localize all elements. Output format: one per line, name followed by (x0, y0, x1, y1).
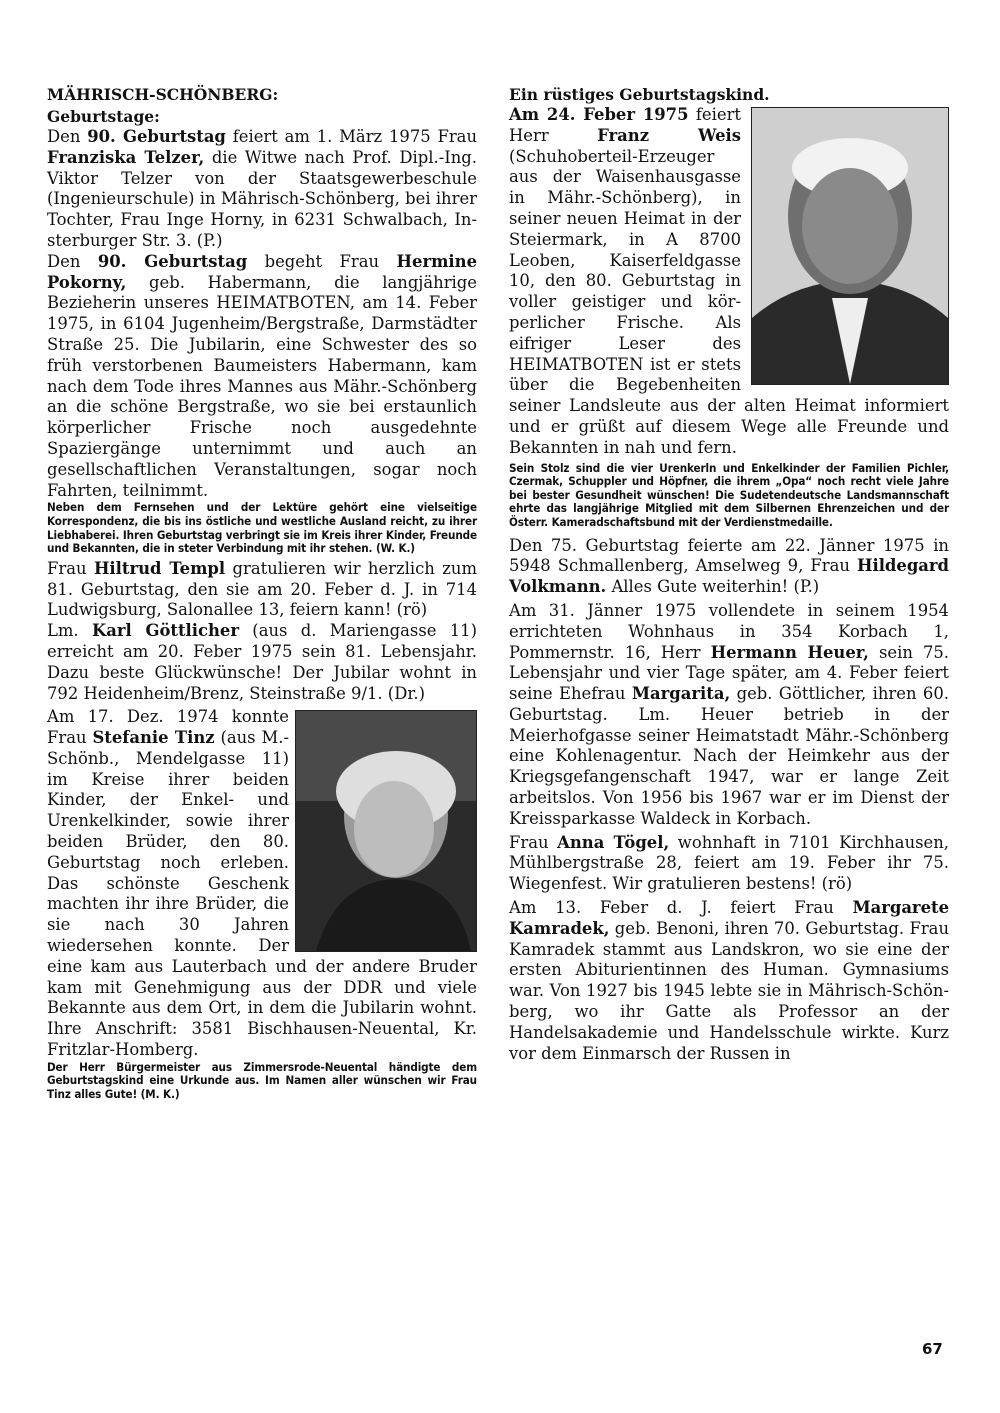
entry-weis: Am 24. Feber 1975 feiert Herr Franz Weis (Schuhoberteil-Erzeuger aus der Waisenhausgasse in Mähr.-Schönberg), in seiner neuen Heimat in der Steiermark, in A 8700 Leoben, Kaiserfeldgasse 10, den 80. Geburtstag in voller geistiger und körperlicher Frische. Als eifriger Leser des HEIMATBOTEN ist er stets über die Begebenheiten seiner Landsleute aus der alten Heimat informiert und er grüßt auf diesem Wege alle Freunde und Bekannten in nah und fern. (509, 105, 949, 457)
entry-pokorny: Den 90. Geburtstag begeht Frau Hermine Pokorny, geb. Habermann, die langjährige Bezieherin unseres HEIMATBOTEN, am 14. Feber 1975, in 6104 Jugenheim/Bergstraße, Darmstädter Straße 25. Die Jubilarin, eine Schwester des so früh verstorbenen Baumeisters Habermann, kam nach dem Tode ihres Mannes aus Mähr.-Schönberg an die schöne Bergstraße, wo sie bei erstaunlich körperlicher Frische noch ausgedehnte Spaziergänge unternimmt und auch an gesellschaftlichen Veranstaltungen, sogar noch Fahrten, teilnimmt. (47, 251, 477, 500)
entry-weis-note: Sein Stolz sind die vier Urenkerln und Enkelkinder der Familien Pichler, Czermak, Schuppler und Höpfner, die ihrem „Opa“ noch recht viele Jahre bei bester Gesundheit wünschen! Die Sudetendeutsche Landsmannschaft ehrte das langjährige Mitglied mit dem Silbernen Ehrenzeichen und der Österr. Kameradschaftsbund mit der Verdienstmedaille. (509, 460, 949, 529)
entry-volkmann: Den 75. Geburtstag feierte am 22. Jänner 1975 in 5948 Schmallenberg, Amselweg 9, Frau Hildegard Volkmann. Alles Gute weiterhin! (P.) (509, 535, 949, 597)
portrait-photo-tinz (295, 710, 477, 952)
entry-telzer: Den 90. Geburtstag feiert am 1. März 1975 Frau Franziska Telzer, die Witwe nach Prof. Dipl.-Ing. Viktor Telzer von der Staatsgewerbeschule (Ingenieurschule) in Mährisch-Schönberg, bei ihrer Tochter, Frau Inge Horny, in 6231 Schwalbach, Insterburger Str. 3. (P.) (47, 127, 478, 250)
left-column (47, 84, 477, 1102)
section-subtitle: Geburtstage: (47, 107, 160, 126)
entry-toegel: Frau Anna Tögel, wohnhaft in 7101 Kirchhausen, Mühlbergstraße 28, feiert am 19. Feber ihr 75. Wiegenfest. Wir gratulieren bestens! (rö) (509, 832, 950, 894)
portrait-photo-weis (751, 107, 949, 385)
portrait-image (296, 711, 476, 951)
portrait-image (752, 108, 948, 384)
entry-heuer: Am 31. Jänner 1975 vollendete in seinem 1954 errichteten Wohnhaus in 354 Korbach 1, Pommernstr. 16, Herr Hermann Heuer, sein 75. Lebensjahr und vier Tage später, am 4. Feber feiert seine Ehefrau Margarita, geb. Göttlicher, ihren 60. Geburtstag. Lm. Heuer betrieb in der Meierhofgasse seiner Heimatstadt Mähr.-Schönberg eine Kohlenagentur. Nach der Heimkehr aus der Kriegsgefangenschaft 1947, war er lange Zeit arbeitslos. Von 1956 bis 1967 war er im Dienst der Kreissparkasse Waldeck in Korbach. (509, 600, 950, 828)
entry-templ: Frau Hiltrud Templ gratulieren wir herzlich zum 81. Geburtstag, den sie am 20. Feber d. J. in 714 Ludwigsburg, Salonallee 13, feiern kann! (rö) (47, 558, 477, 620)
entry-tinz-note: Der Herr Bürgermeister aus Zimmersrode-Neuental händigte dem Geburtstagskind eine Urkunde aus. Im Namen aller wünschen wir Frau Tinz alles Gute! (M. K.) (47, 1059, 477, 1102)
entry-tinz: Am 17. Dez. 1974 konnte Frau Stefanie Tinz (aus M.-Schönb., Mendelgasse 11) im Kreise ihrer beiden Kinder, der Enkel- und Urenkelkinder, sowie ihrer beiden Brüder, den 80. Geburtstag noch erleben. Das schönste Geschenk machten ihr ihre Brüder, die sie nach 30 Jahren wiedersehen konnte. Der eine kam aus Lauterbach und der andere Bruder kam mit Genehmigung aus der DDR und viele Bekannte aus dem Ort, in dem die Jubilarin wohnt. Ihre Anschrift: 3581 Bischhausen-Neuental, Kr. Fritzlar-Homberg. (47, 707, 477, 1060)
section-title: MÄHRISCH-SCHÖNBERG: (47, 85, 279, 104)
entry-goettlicher: Lm. Karl Göttlicher (aus d. Mariengasse 11) erreicht am 20. Feber 1975 sein 81. Lebensjahr. Dazu beste Glückwünsche! Der Jubilar wohnt in 792 Heidenheim/Brenz, Steinstraße 9/1. (Dr.) (47, 621, 477, 703)
page-number: 67 (922, 1340, 943, 1358)
right-title: Ein rüstiges Geburtstagskind. (509, 85, 770, 104)
entry-pokorny-note: Neben dem Fernsehen und der Lektüre gehört eine vielseitige Korrespondenz, die bis ins östliche und westliche Ausland reicht, zu ihrer Liebhaberei. Ihren Geburtstag verbringt sie im Kreis ihrer Kinder, Freunde und Bekannten, die in steter Verbindung mit ihr stehen. (W. K.) (47, 500, 477, 556)
right-column (509, 84, 949, 1064)
entry-kamradek: Am 13. Feber d. J. feiert Frau Margarete Kamradek, geb. Benoni, ihren 70. Geburtstag. Frau Kamradek stammt aus Landskron, wo sie eine der ersten Abiturientinnen des Human. Gymnasiums war. Von 1927 bis 1945 lebte sie in Mährisch-Schönberg, wo ihr Gatte als Professor an der Handelsakademie und Handelsschule wirkte. Kurz vor dem Einmarsch der Russen in (509, 898, 949, 1063)
